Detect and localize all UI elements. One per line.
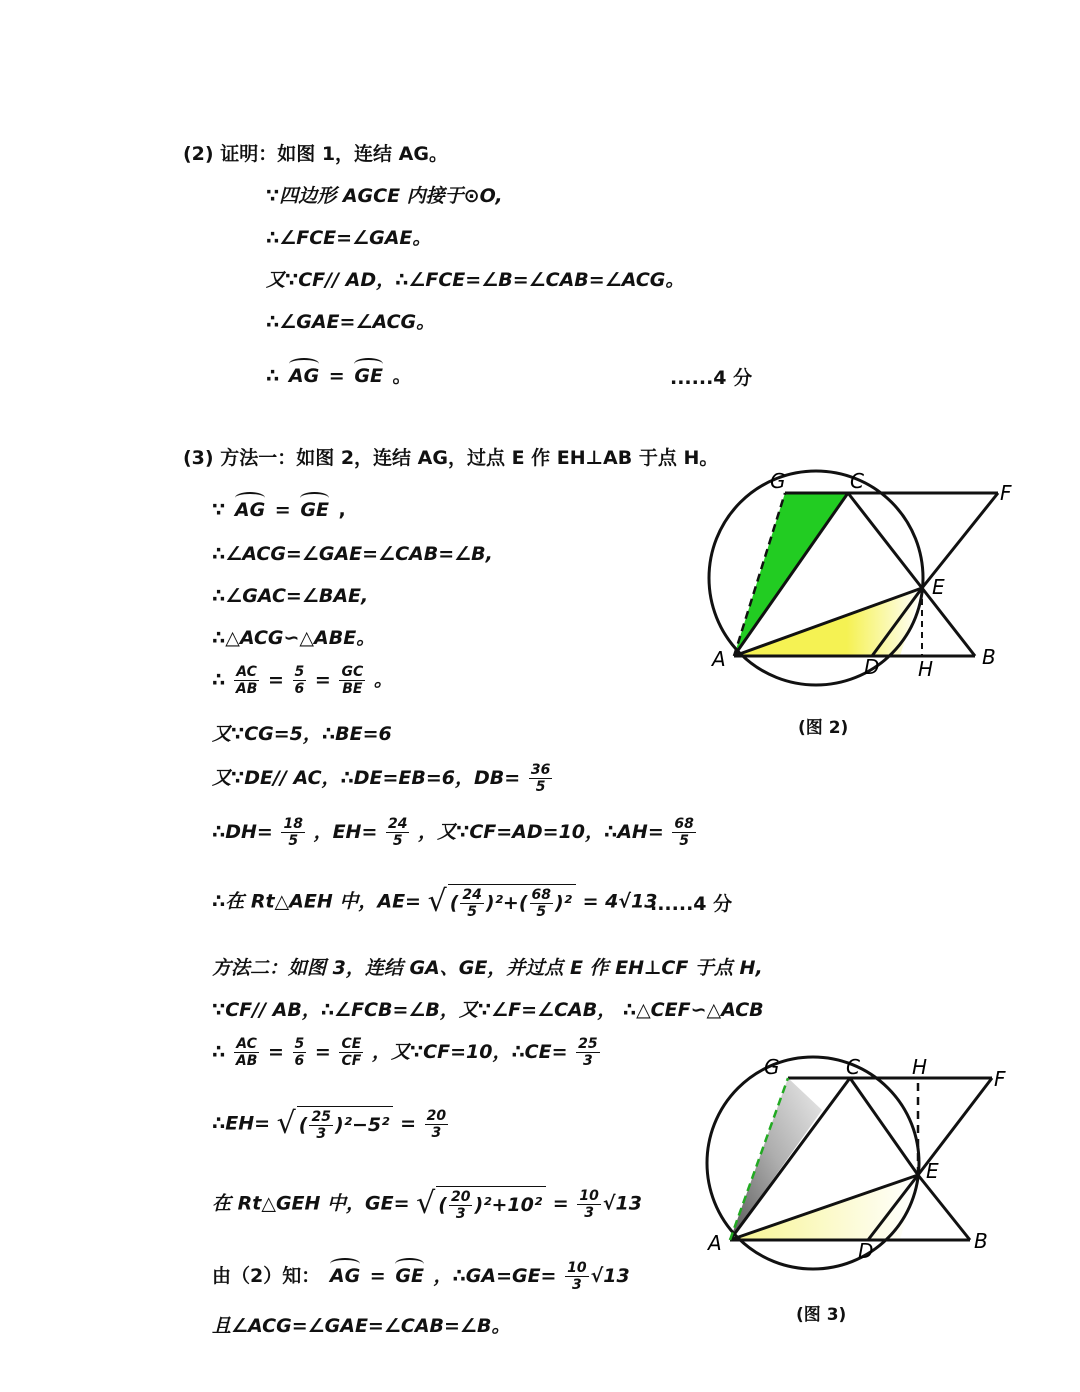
figure-3-caption: (图 3) — [796, 1305, 847, 1325]
method2-line-6: 且∠ACG=∠GAE=∠CAB=∠B。 — [212, 1315, 511, 1337]
part2-line-1: ∵四边形 AGCE 内接于⊙O, — [266, 185, 503, 207]
radicand-tail: −5² — [351, 1114, 390, 1136]
method1-line-3: ∴∠GAC=∠BAE, — [212, 585, 369, 607]
because-symbol: ∵ — [212, 499, 226, 521]
line-text: = 4√13 — [582, 890, 658, 913]
fraction-5-6: $\frac{5}{6}$ — [294, 664, 305, 697]
label-b: B — [974, 1229, 988, 1253]
sqrt-symbol: √ — [427, 884, 447, 919]
arc-ag: AG — [235, 492, 265, 522]
label-d: D — [858, 1239, 874, 1263]
line-text: ，又∵CF=AD=10，∴AH= — [418, 821, 664, 843]
method1-line-7 — [212, 762, 554, 795]
part2-line-2: ∴∠FCE=∠GAE。 — [266, 227, 432, 249]
method2-line-3 — [212, 1106, 450, 1142]
label-a: A — [712, 647, 726, 671]
segment-eb — [918, 1175, 970, 1240]
comma: , — [338, 499, 346, 521]
line-text: ∴EH= — [212, 1112, 271, 1135]
arc-ag: AG — [330, 1258, 360, 1288]
label-c: C — [850, 469, 864, 493]
fraction-ac-ab: $\frac{AC}{AB}$ — [235, 664, 258, 697]
method2-line-1: ∵CF// AB，∴∠FCB=∠B，又∵∠F=∠CAB， ∴△CEF∽△ACB — [212, 999, 764, 1021]
therefore-symbol: ∴ — [212, 1041, 226, 1063]
label-b: B — [982, 645, 996, 669]
fraction-10-3: $\frac{10}{3}$ — [567, 1260, 587, 1293]
line-text: 又∵DE// AC，∴DE=EB=6，DB= — [212, 767, 521, 789]
radicand: ( $\frac{24}{5}$ )²+( $\frac{68}{5}$ )² — [448, 884, 576, 920]
fraction-24-5: $\frac{24}{5}$ — [462, 887, 482, 920]
line-text: 在 Rt△GEH 中，GE= — [212, 1192, 410, 1215]
method1-line-5 — [212, 664, 393, 697]
equals-sign: = — [268, 1041, 284, 1063]
radicand: ( $\frac{20}{3}$ )²+10² — [436, 1186, 546, 1222]
sqrt-symbol: √ — [416, 1186, 436, 1221]
label-f: F — [994, 1067, 1006, 1091]
fraction-20-3: $\frac{20}{3}$ — [426, 1107, 447, 1141]
label-c: C — [846, 1055, 860, 1079]
part2-score: ......4 分 — [670, 367, 753, 389]
line-text: 由（2）知： — [212, 1265, 321, 1287]
arc-ag: AG — [289, 358, 319, 388]
equals-sign: = — [274, 499, 291, 521]
fraction-ac-ab: $\frac{AC}{AB}$ — [235, 1036, 258, 1069]
period: 。 — [392, 365, 412, 387]
radicand-tail: +10² — [491, 1194, 543, 1216]
method1-line-6: 又∵CG=5，∴BE=6 — [212, 723, 392, 745]
part2-heading: (2) 证明：如图 1，连结 AG。 — [183, 143, 448, 165]
label-e: E — [926, 1159, 939, 1183]
method1-line-2: ∴∠ACG=∠GAE=∠CAB=∠B, — [212, 543, 493, 565]
method2-line-2 — [212, 1036, 602, 1069]
label-a: A — [708, 1231, 722, 1255]
label-e: E — [932, 575, 945, 599]
method2-heading: 方法二：如图 3，连结 GA、GE，并过点 E 作 EH⊥CF 于点 H, — [212, 957, 763, 979]
label-g: G — [770, 469, 786, 493]
equals-sign: = — [328, 365, 345, 387]
figure-2 — [700, 466, 1030, 706]
part2-line-4: ∴∠GAE=∠ACG。 — [266, 311, 436, 333]
equals-sign: = — [369, 1265, 386, 1287]
line-text: ，又∵CF=10，∴CE= — [371, 1041, 568, 1063]
method1-line-9 — [212, 884, 658, 920]
equals-sign: = — [314, 1041, 331, 1063]
method1-line-8 — [212, 816, 698, 849]
fraction-10-3: $\frac{10}{3}$ — [579, 1187, 599, 1221]
segment-ce — [848, 493, 922, 588]
label-g: G — [764, 1055, 780, 1079]
figure-2-caption: (图 2) — [798, 718, 849, 738]
label-h: H — [918, 657, 934, 681]
part2-line-5 — [266, 358, 412, 388]
therefore-symbol: ∴ — [266, 365, 280, 387]
line-text: ，EH= — [313, 821, 378, 843]
method2-line-5 — [212, 1258, 630, 1293]
root-13: √13 — [590, 1265, 630, 1287]
fraction-20-3: $\frac{20}{3}$ — [450, 1189, 471, 1222]
equals-sign: = — [268, 669, 284, 691]
fraction-36-5: $\frac{36}{5}$ — [530, 762, 551, 795]
equals-sign: = — [314, 669, 331, 691]
method1-line-1 — [212, 492, 346, 522]
line-text: ，∴GA=GE= — [433, 1265, 557, 1287]
arc-ge: GE — [354, 358, 383, 388]
equals-sign: = — [552, 1192, 569, 1215]
method1-heading: (3) 方法一：如图 2，连结 AG，过点 E 作 EH⊥AB 于点 H。 — [183, 447, 719, 469]
fraction-18-5: $\frac{18}{5}$ — [283, 816, 303, 849]
figure-3 — [700, 1050, 1030, 1290]
fraction-5-6: $\frac{5}{6}$ — [294, 1036, 305, 1069]
segment-ce — [850, 1078, 918, 1175]
fraction-25-3: $\frac{25}{3}$ — [578, 1036, 598, 1069]
fraction-68-5: $\frac{68}{5}$ — [674, 816, 694, 849]
method1-line-4: ∴△ACG∽△ABE。 — [212, 627, 376, 649]
fraction-gc-be: $\frac{GC}{BE}$ — [341, 664, 364, 697]
sqrt-symbol: √ — [276, 1106, 296, 1141]
line-text: ∴DH= — [212, 821, 273, 843]
arc-ge: GE — [300, 492, 329, 522]
fraction-24-5: $\frac{24}{5}$ — [388, 816, 408, 849]
fraction-ce-cf: $\frac{CE}{CF}$ — [341, 1036, 362, 1069]
fraction-25-3: $\frac{25}{3}$ — [311, 1109, 331, 1142]
label-d: D — [864, 655, 880, 679]
label-f: F — [1000, 481, 1012, 505]
fraction-68-5: $\frac{68}{5}$ — [531, 887, 551, 920]
radicand: ( $\frac{25}{3}$ )²−5² — [297, 1106, 394, 1142]
root-13: √13 — [602, 1192, 642, 1215]
method2-line-4 — [212, 1186, 642, 1222]
therefore-symbol: ∴ — [212, 669, 226, 691]
label-h: H — [912, 1055, 928, 1079]
line-text: ∴在 Rt△AEH 中，AE= — [212, 890, 421, 913]
period: 。 — [373, 669, 393, 691]
part2-line-3: 又∵CF// AD，∴∠FCE=∠B=∠CAB=∠ACG。 — [266, 269, 685, 291]
segment-fb — [922, 493, 998, 588]
segment-eb — [922, 588, 975, 656]
equals-sign: = — [400, 1112, 416, 1135]
method1-score: ......4 分 — [650, 893, 733, 915]
arc-ge: GE — [395, 1258, 424, 1288]
